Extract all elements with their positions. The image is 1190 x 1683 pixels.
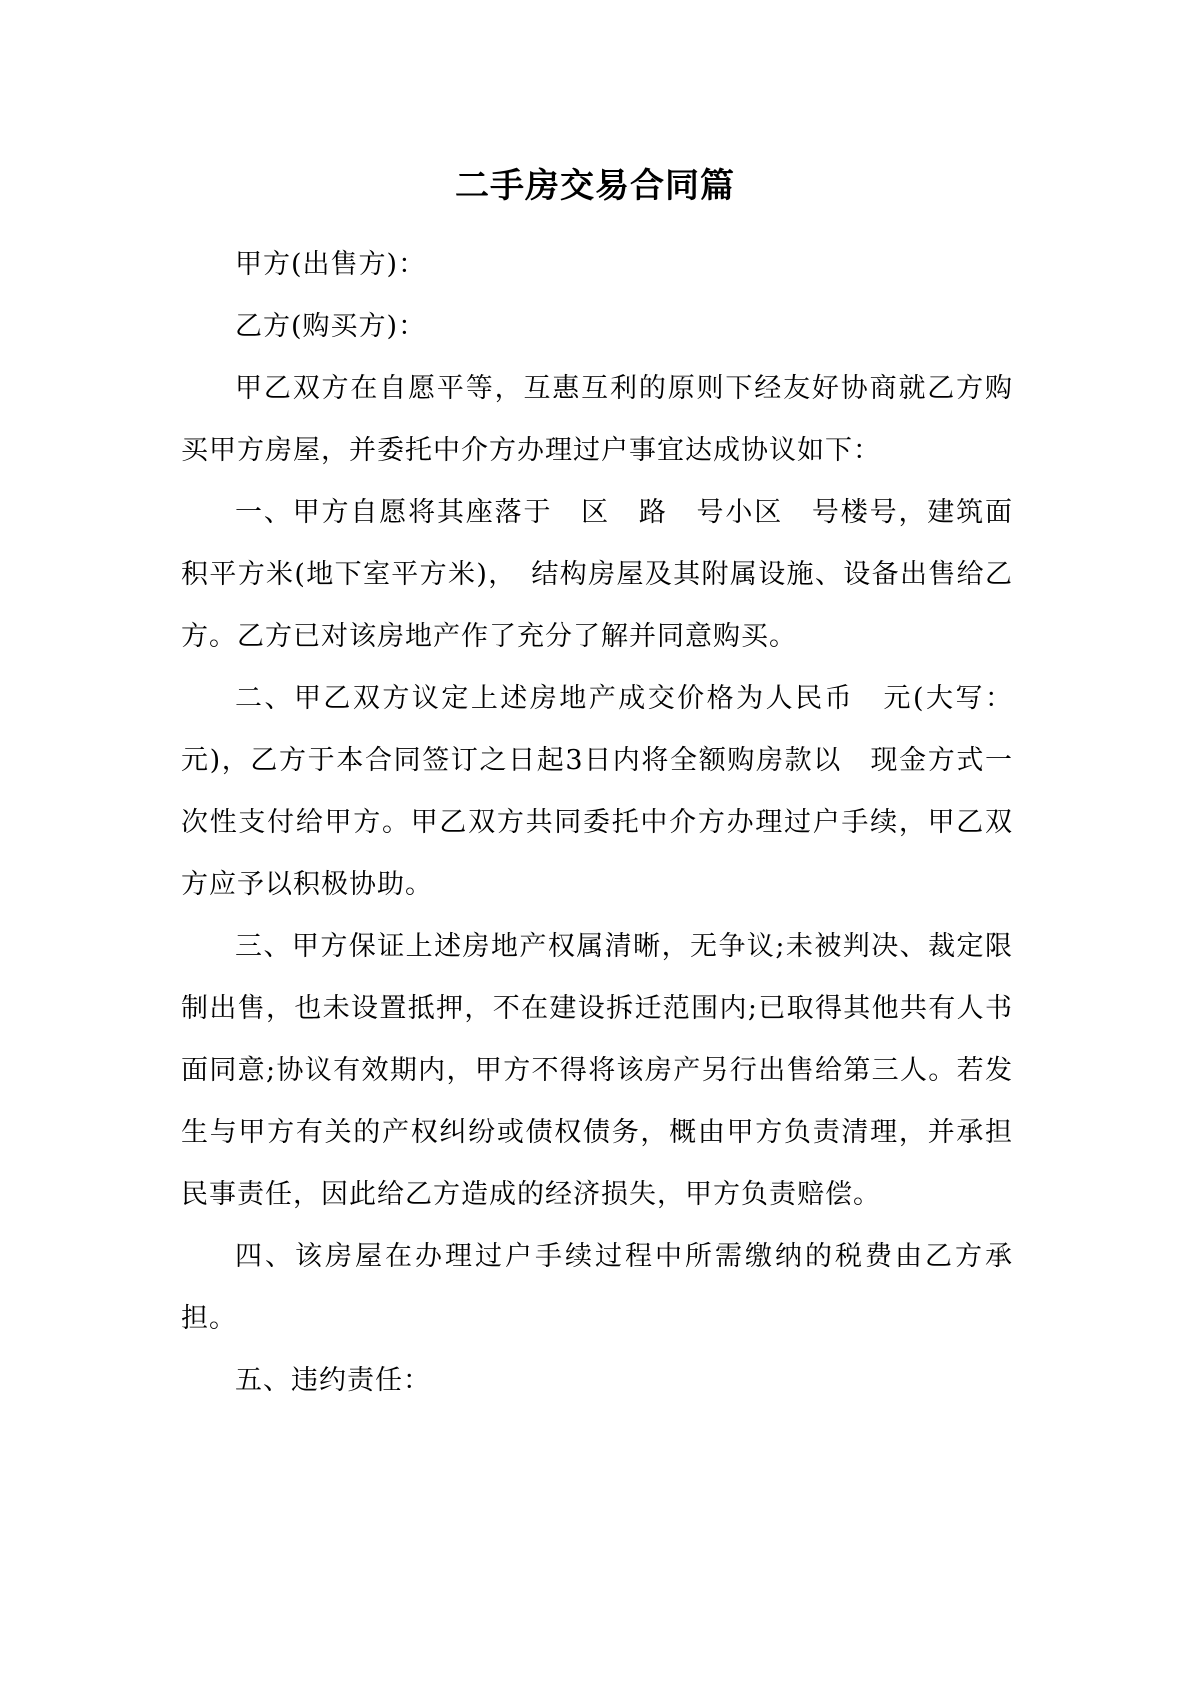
paragraph-seller: 甲方(出售方)： [235, 249, 427, 280]
paragraph-preamble: 甲乙双方在自愿平等，互惠互利的原则下经友好协商就乙方购买甲方房屋，并委托中介方办理过户事宜达成协议如下： [181, 373, 1013, 466]
paragraph-clause-3: 三、甲方保证上述房地产权属清晰，无争议;未被判决、裁定限制出售，也未设置抵押，不在建设拆迁范围内;已取得其他共有人书面同意;协议有效期内，甲方不得将该房产另行出售给第三人。若发生与甲方有关的产权纠纷或债权债务，概由甲方负责清理，并承担民事责任，因此给乙方造成的经济损失，甲方负责赔偿。 [181, 931, 1013, 1210]
paragraph-clause-5: 五、违约责任： [235, 1365, 431, 1396]
paragraph-buyer: 乙方(购买方)： [235, 311, 427, 342]
document-body [181, 234, 1013, 1412]
paragraph-clause-4: 四、该房屋在办理过户手续过程中所需缴纳的税费由乙方承担。 [181, 1241, 1013, 1334]
paragraph-clause-2: 二、甲乙双方议定上述房地产成交价格为人民币 元(大写：元)，乙方于本合同签订之日起3日内将全额购房款以 现金方式一次性支付给甲方。甲乙双方共同委托中介方办理过户手续，甲乙双方应予以积极协助。 [181, 683, 1013, 900]
paragraph-clause-1: 一、甲方自愿将其座落于 区 路 号小区 号楼号，建筑面积平方米(地下室平方米)， 结构房屋及其附属设施、设备出售给乙方。乙方已对该房地产作了充分了解并同意购买。 [181, 497, 1013, 652]
document-title: 二手房交易合同篇 [455, 166, 735, 206]
